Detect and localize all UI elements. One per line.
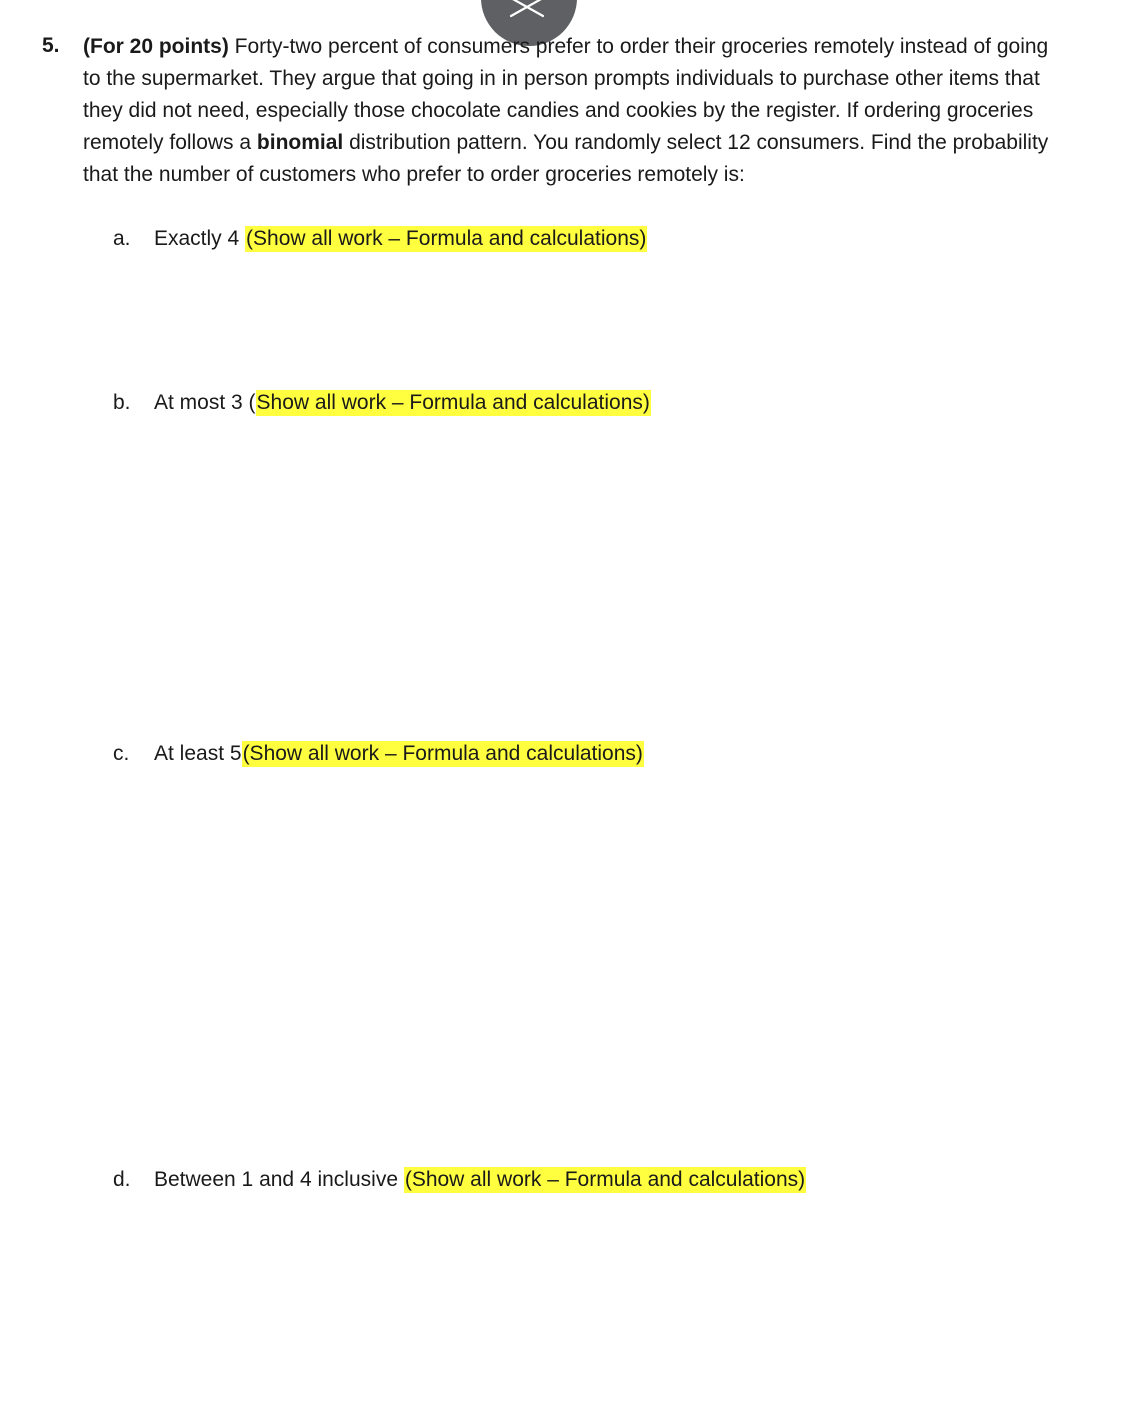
part-letter: d. [113, 1168, 131, 1191]
question-text [83, 31, 1063, 191]
question-points: (For 20 points) [83, 35, 229, 58]
part-prompt: At least 5 [154, 742, 242, 765]
close-icon [509, 0, 549, 20]
instruction-highlight: (Show all work – Formula and calculations) [242, 742, 643, 765]
instruction-highlight: (Show all work – Formula and calculations) [246, 227, 647, 250]
part-text [154, 388, 651, 418]
part-text [154, 739, 644, 769]
part-paren: ( [248, 391, 256, 414]
instruction-highlight: (Show all work – Formula and calculations) [404, 1168, 806, 1191]
part-letter: a. [113, 227, 131, 250]
question-number: 5. [42, 34, 60, 57]
part-text [154, 1165, 806, 1195]
part-letter: c. [113, 742, 130, 765]
question-text-part2: distribution pattern. You randomly select 12 consumers. Find the probability that the number of customers who prefer to order groceries remotely is: [83, 131, 1049, 186]
part-prompt: Exactly 4 [154, 227, 246, 250]
part-text [154, 224, 647, 254]
question-text-part1: Forty-two percent of consumers prefer to order their groceries remotely instead of going to the supermarket. They argue that going in in person prompts individuals to purchase other items that they did not need, especially those chocolate candies and cookies by the register. If ordering groceries remotely follows a [83, 35, 1049, 154]
part-prompt: Between 1 and 4 inclusive [154, 1168, 404, 1191]
question-bold-word: binomial [256, 131, 344, 154]
part-letter: b. [113, 391, 131, 414]
part-prompt: At most 3 [154, 391, 249, 414]
instruction-highlight: Show all work – Formula and calculations) [256, 391, 650, 414]
